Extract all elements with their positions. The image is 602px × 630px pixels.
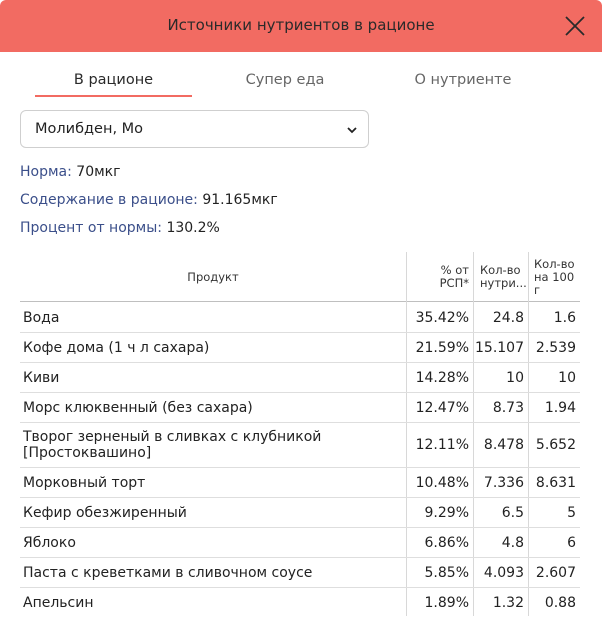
tab-about-nutrient[interactable]: О нутриенте [414, 72, 512, 88]
per100-cell: 6 [567, 534, 576, 551]
product-name: Кофе дома (1 ч л сахара) [23, 339, 210, 356]
amount-cell: 10 [506, 369, 524, 386]
amount-cell: 8.478 [483, 437, 524, 453]
table-row[interactable] [20, 423, 580, 468]
percent-cell: 5.85% [424, 564, 469, 581]
table-row[interactable] [20, 303, 580, 333]
header-product[interactable]: Продукт [187, 270, 239, 284]
table-row[interactable] [20, 363, 580, 393]
table-row[interactable] [20, 588, 580, 618]
percent-label: Процент от нормы: [20, 220, 162, 236]
table-row[interactable] [20, 528, 580, 558]
norm-label: Норма: [20, 164, 72, 180]
tab-super-food[interactable]: Супер еда [245, 72, 325, 88]
amount-cell: 24.8 [492, 309, 524, 326]
tab-in-diet[interactable]: В рационе [73, 72, 154, 88]
header-per100-line2: на 100 [534, 269, 575, 284]
header-percent-line2: РСП* [439, 276, 469, 290]
product-name: Морковный торт [23, 474, 146, 491]
table-row[interactable] [20, 468, 580, 498]
header-per100-line1: Кол-во [534, 256, 575, 271]
amount-cell: 4.093 [483, 564, 524, 581]
amount-cell: 6.5 [501, 504, 524, 521]
percent-cell: 12.47% [415, 399, 469, 416]
nutrient-select-value: Молибден, Mo [35, 121, 144, 137]
close-button[interactable] [563, 14, 587, 38]
active-tab-indicator [35, 95, 192, 97]
per100-cell: 8.631 [535, 474, 576, 491]
norm-line [20, 164, 120, 180]
table-row[interactable] [20, 393, 580, 423]
percent-cell: 14.28% [415, 369, 469, 386]
per100-cell: 5.652 [535, 437, 576, 453]
product-name: Морс клюквенный (без сахара) [23, 399, 253, 416]
dialog-header [0, 0, 602, 52]
header-percent[interactable] [407, 252, 473, 302]
amount-cell: 7.336 [483, 474, 524, 491]
amount-cell: 15.107 [475, 339, 524, 356]
header-amount-line2: нутри... [480, 276, 527, 290]
per100-cell: 2.607 [535, 564, 576, 581]
product-name: Кефир обезжиренный [23, 504, 187, 521]
product-name: Киви [23, 369, 60, 386]
percent-cell: 12.11% [415, 437, 469, 453]
per100-cell: 1.94 [544, 399, 576, 416]
product-name: Яблоко [23, 534, 76, 551]
percent-cell: 35.42% [415, 309, 469, 326]
percent-cell: 9.29% [424, 504, 469, 521]
percent-cell: 10.48% [415, 474, 469, 491]
header-per100[interactable] [532, 252, 578, 302]
header-amount-line1: Кол-во [480, 263, 521, 277]
amount-cell: 4.8 [501, 534, 524, 551]
nutrient-select[interactable] [20, 110, 369, 148]
percent-cell: 1.89% [424, 595, 469, 611]
product-name: Вода [23, 309, 60, 326]
close-icon [563, 14, 587, 38]
per100-cell: 5 [567, 504, 576, 521]
content-label: Содержание в рационе: [20, 192, 198, 208]
content-value: 91.165мкг [202, 192, 278, 208]
norm-value: 70мкг [76, 164, 121, 180]
per100-cell: 1.6 [553, 309, 576, 326]
table-row[interactable] [20, 333, 580, 363]
per100-cell: 0.88 [544, 595, 576, 611]
amount-cell: 1.32 [492, 595, 524, 611]
percent-cell: 21.59% [415, 339, 469, 356]
product-name: Апельсин [23, 595, 94, 611]
dialog-title: Источники нутриентов в рационе [167, 16, 435, 34]
table-row[interactable] [20, 498, 580, 528]
header-per100-line3: г [534, 282, 541, 297]
percent-value: 130.2% [166, 220, 220, 236]
content-line [20, 192, 278, 208]
per100-cell: 2.539 [535, 339, 576, 356]
per100-cell: 10 [558, 369, 576, 386]
amount-cell: 8.73 [492, 399, 524, 416]
product-name: Творог зерненый в сливках с клубникой [Простоквашино] [23, 429, 322, 461]
header-amount[interactable] [476, 252, 528, 302]
percent-line [20, 220, 220, 236]
table-header [20, 252, 580, 302]
product-name: Паста с креветками в сливочном соусе [23, 564, 313, 581]
header-percent-line1: % от [440, 263, 469, 277]
chevron-down-icon [346, 124, 358, 136]
table-row[interactable] [20, 558, 580, 588]
percent-cell: 6.86% [424, 534, 469, 551]
